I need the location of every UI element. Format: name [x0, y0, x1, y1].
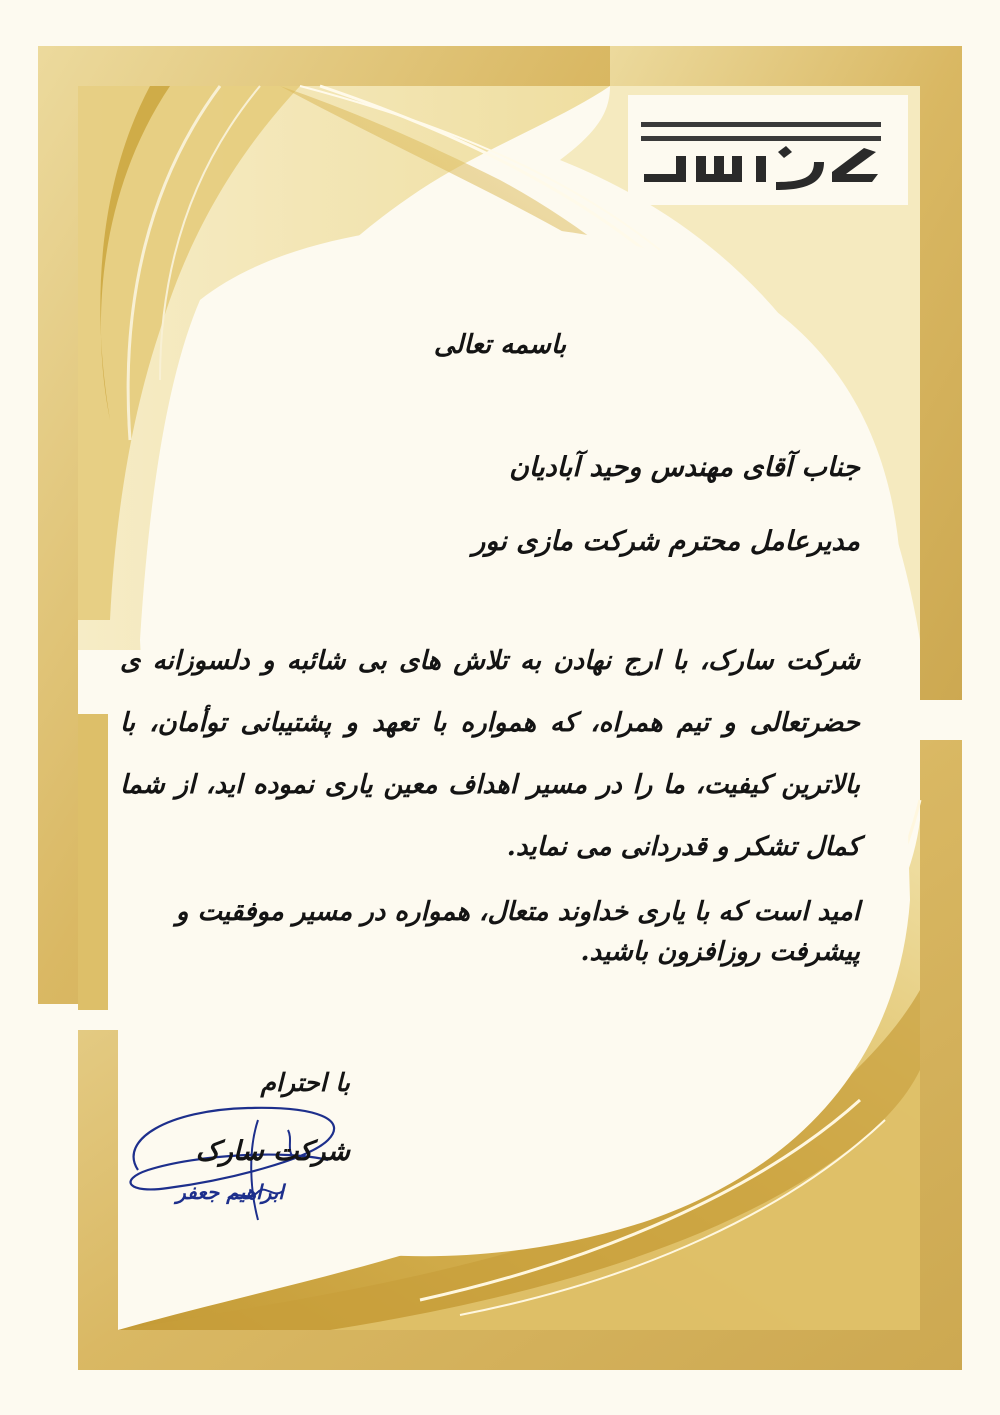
signature-handwriting: ابراهیم جعفر [176, 1180, 284, 1204]
letter-body: شرکت سارک، با ارج نهادن به تلاش های بی شائبه و دلسوزانه ی حضرتعالی و تیم همراه، که همواره با تعهد و پشتیبانی توأمان، با بالاترین کیفیت، ما را در مسیر اهداف معین یاری نموده اید، از شما کمال تشکر و قدردانی می نماید. [120, 646, 860, 862]
company-logo [636, 118, 886, 193]
signatory-name: شرکت سارک [195, 1136, 350, 1167]
closing-salutation: با احترام [260, 1068, 350, 1097]
letter-heading: باسمه تعالی [433, 330, 567, 360]
letter-wish: امید است که با یاری خداوند متعال، همواره در مسیر موفقیت و پیشرفت روزافزون باشید. [175, 897, 860, 967]
addressee-name: جناب آقای مهندس وحید آبادیان [509, 452, 860, 483]
addressee-title: مدیرعامل محترم شرکت مازی نور [472, 526, 860, 557]
